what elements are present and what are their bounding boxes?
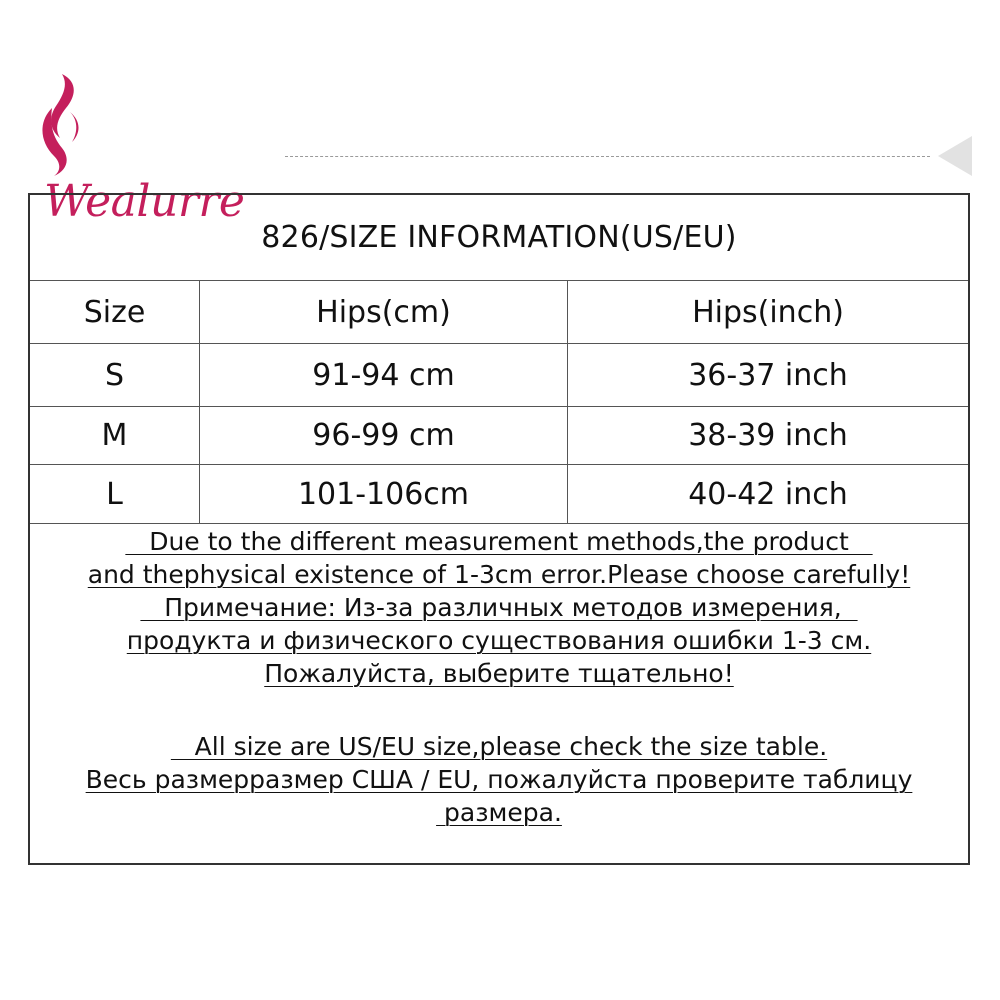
note-line: Пожалуйста, выберите тщательно!	[264, 659, 734, 688]
table-row	[30, 407, 968, 465]
note-line: All size are US/EU size,please check the size table.	[170, 732, 828, 761]
table-title: 826/SIZE INFORMATION(US/EU)	[30, 195, 968, 281]
size-table	[28, 193, 970, 865]
table-header-row	[30, 281, 968, 344]
flame-swirl-logo-icon	[32, 68, 112, 178]
brand-logo	[32, 68, 264, 227]
hips-inch-cell: 38-39 inch	[688, 418, 848, 453]
hips-cm-cell: 91-94 cm	[200, 344, 568, 406]
header-hips-inch: Hips(inch)	[692, 294, 844, 330]
note-gap	[30, 690, 968, 730]
note-line: Примечание: Из-за различных методов измерения,	[140, 593, 858, 622]
table-row	[30, 465, 968, 524]
header-size: Size	[30, 281, 200, 343]
hips-cm-cell: 96-99 cm	[200, 407, 568, 464]
brand-name: Wealurre	[44, 176, 245, 227]
note-line: Due to the different measurement methods,the product	[125, 527, 873, 556]
note-line: and thephysical existence of 1-3cm error.Please choose carefully!	[87, 560, 911, 589]
size-grid	[30, 281, 968, 524]
note-line: размера.	[436, 798, 562, 827]
dashed-divider	[285, 156, 930, 157]
size-cell: S	[30, 344, 200, 406]
hips-inch-cell: 36-37 inch	[688, 357, 848, 393]
note-line: продукта и физического существования ошибки 1-3 см.	[126, 626, 872, 655]
size-cell: L	[30, 465, 200, 523]
notes-section	[30, 525, 968, 829]
triangle-arrow-icon	[934, 134, 974, 178]
header-hips-cm: Hips(cm)	[200, 281, 568, 343]
note-line: Весь размерразмер США / EU, пожалуйста проверите таблицу	[85, 765, 913, 794]
table-row	[30, 344, 968, 407]
hips-inch-cell: 40-42 inch	[688, 476, 848, 512]
hips-cm-cell: 101-106cm	[200, 465, 568, 523]
size-cell: M	[30, 407, 200, 464]
